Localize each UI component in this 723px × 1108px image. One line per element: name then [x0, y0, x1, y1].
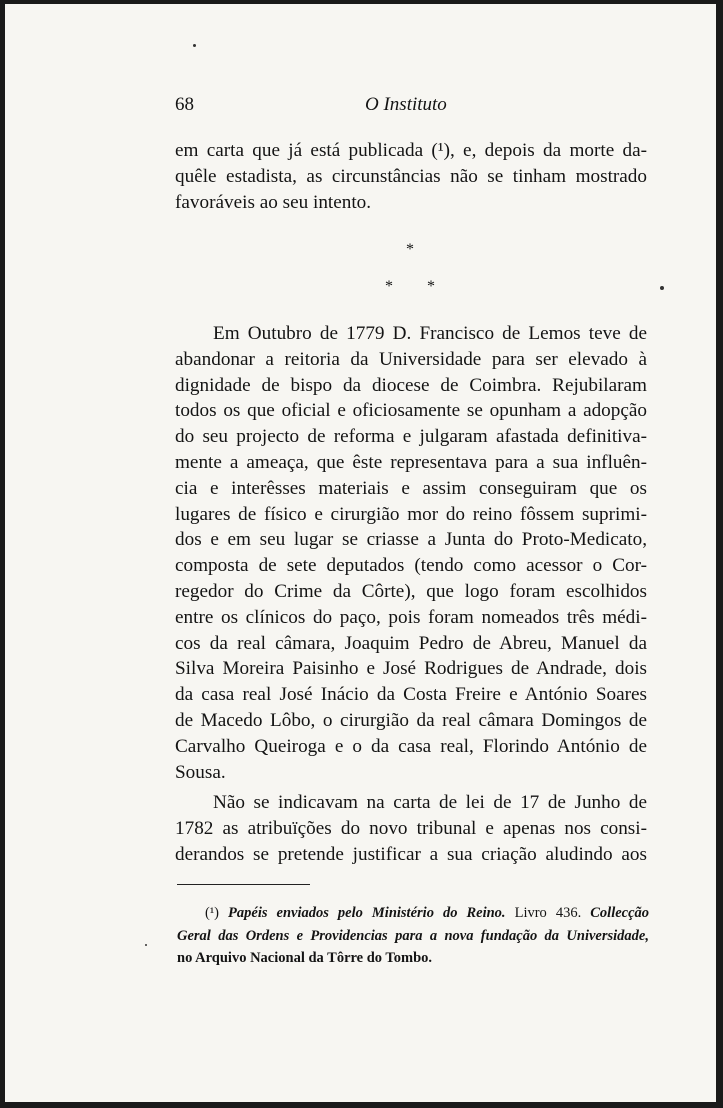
text-line: da casa real José Inácio da Costa Freire e António Soares [175, 684, 647, 706]
section-break-asterisk: * [427, 278, 435, 295]
page-number: 68 [175, 94, 194, 115]
text-line: 1782 as atribuïções do novo tribunal e apenas nos consi- [175, 817, 647, 839]
text-line: Em Outubro de 1779 D. Francisco de Lemos teve de [213, 323, 647, 344]
footnote-divider [177, 884, 310, 885]
text-line: quêle estadista, as circunstâncias não se tinham mostrado [175, 165, 647, 187]
book-page [5, 4, 716, 1102]
text-line: do seu projecto de reforma e julgaram afastada definitiva- [175, 426, 647, 448]
scan-speck [145, 944, 147, 946]
footnote-archive: no Arquivo Nacional da Tôrre do Tombo. [177, 950, 433, 966]
text-line: Sousa. [175, 761, 226, 783]
footnote-source-title: Papéis enviados pelo Ministério do Reino. [228, 905, 506, 921]
paragraph-continuation [175, 138, 647, 215]
footnote-marker: (¹) [205, 905, 220, 921]
text-line: de Macedo Lôbo, o cirurgião da real câmara Domingos de [175, 709, 647, 731]
text-line: favoráveis ao seu intento. [175, 191, 372, 213]
text-line: todos os que oficial e oficiosamente se opunham a adopção [175, 400, 647, 422]
text-line: Silva Moreira Paisinho e José Rodrigues de Andrade, dois [175, 658, 647, 680]
scan-speck [193, 44, 196, 47]
text-line: entre os clínicos do paço, pois foram nomeados três médi- [175, 606, 647, 628]
footnote-collection-title-cont: Geral das Ordens e Providencias para a nova fundação da Universidade, [177, 927, 649, 944]
section-break-asterisk: * [385, 278, 393, 295]
text-line: cia e interêsses materiais e assim conseguiram que os [175, 477, 647, 499]
text-line: dos e em seu lugar se criasse a Junta do Proto-Medicato, [175, 529, 647, 551]
scan-speck [660, 286, 664, 290]
text-line: regedor do Crime da Côrte), que logo foram escolhidos [175, 580, 647, 602]
text-line: derandos se pretende justificar a sua criação aludindo aos [175, 843, 647, 865]
text-line: em carta que já está publicada (¹), e, depois da morte da- [175, 140, 647, 161]
text-line: dignidade de bispo da diocese de Coimbra. Rejubilaram [175, 374, 647, 396]
text-line: lugares de físico e cirurgião mor do reino fôssem suprimi- [175, 503, 647, 525]
footnote-line [177, 902, 649, 925]
text-line: abandonar a reitoria da Universidade para ser elevado à [175, 348, 647, 370]
paragraph-next [175, 790, 647, 867]
text-line: composta de sete deputados (tendo como acessor o Cor- [175, 555, 647, 577]
text-line: cos da real câmara, Joaquim Pedro de Abreu, Manuel da [175, 632, 647, 654]
text-line: Carvalho Queiroga e o da casa real, Florindo António de [175, 735, 647, 757]
text-line: mente a ameaça, que êste representava para a sua influên- [175, 451, 647, 473]
footnote-line [177, 925, 649, 948]
footnote-reference: Livro 436. [514, 905, 582, 921]
footnote [177, 902, 649, 970]
running-title: O Instituto [365, 94, 447, 115]
section-break-asterisk: * [406, 241, 414, 258]
text-line: Não se indicavam na carta de lei de 17 de Junho de [213, 792, 647, 813]
paragraph-main [175, 321, 647, 785]
page-header [175, 94, 647, 122]
footnote-collection-title: Collecção [590, 905, 650, 921]
